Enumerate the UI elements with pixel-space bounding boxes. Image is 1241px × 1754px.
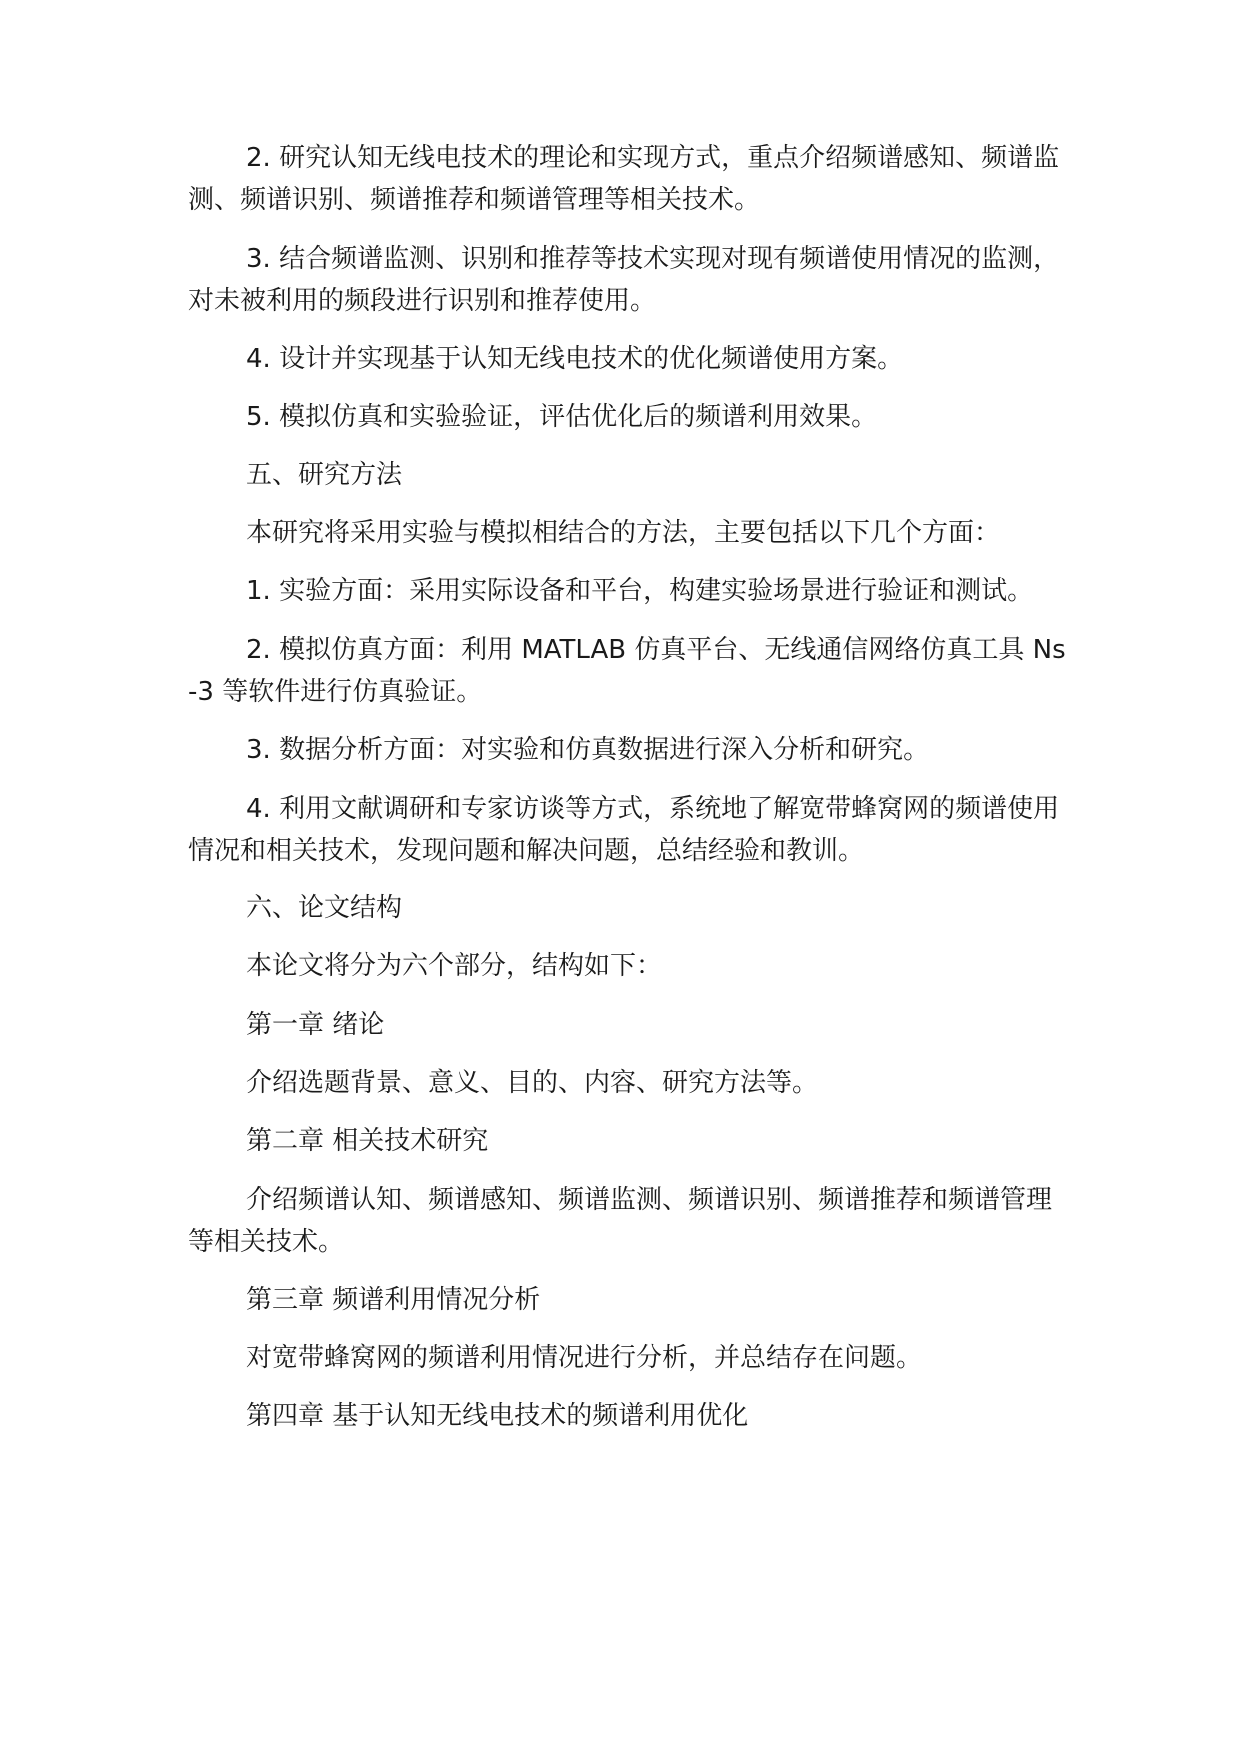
paragraph-method-3-analysis: 3. 数据分析方面：对实验和仿真数据进行深入分析和研究。 [246, 735, 930, 765]
paragraph-method-4-literature: 4. 利用文献调研和专家访谈等方式，系统地了解宽带蜂窝网的频谱使用情况和相关技术，发现问题和解决问题，总结经验和教训。 [188, 794, 1060, 866]
chapter-heading-2: 第二章 相关技术研究 [246, 1126, 489, 1156]
section-heading-research-methods: 五、研究方法 [246, 460, 403, 490]
section-heading-thesis-structure: 六、论文结构 [246, 893, 403, 923]
paragraph-item-5-simulation: 5. 模拟仿真和实验验证，评估优化后的频谱利用效果。 [246, 402, 878, 432]
paragraph-item-4-design: 4. 设计并实现基于认知无线电技术的优化频谱使用方案。 [246, 344, 904, 374]
paragraph-method-1-experiment: 1. 实验方面：采用实际设备和平台，构建实验场景进行验证和测试。 [246, 576, 1034, 606]
chapter-1-description: 介绍选题背景、意义、目的、内容、研究方法等。 [246, 1068, 819, 1098]
paragraph-structure-intro: 本论文将分为六个部分，结构如下： [246, 951, 663, 981]
paragraph-method-2-simulation: 2. 模拟仿真方面：利用 MATLAB 仿真平台、无线通信网络仿真工具 Ns-3 等软件进行仿真验证。 [188, 635, 1066, 707]
chapter-2-description: 介绍频谱认知、频谱感知、频谱监测、频谱识别、频谱推荐和频谱管理等相关技术。 [188, 1185, 1053, 1257]
paragraph-item-2-research: 2. 研究认知无线电技术的理论和实现方式，重点介绍频谱感知、频谱监测、频谱识别、频谱推荐和频谱管理等相关技术。 [188, 143, 1060, 215]
chapter-heading-3: 第三章 频谱利用情况分析 [246, 1285, 541, 1315]
chapter-heading-1: 第一章 绪论 [246, 1010, 385, 1040]
chapter-3-description: 对宽带蜂窝网的频谱利用情况进行分析，并总结存在问题。 [246, 1343, 923, 1373]
paragraph-methods-intro: 本研究将采用实验与模拟相结合的方法，主要包括以下几个方面： [246, 518, 1001, 548]
paragraph-item-3-monitoring: 3. 结合频谱监测、识别和推荐等技术实现对现有频谱使用情况的监测，对未被利用的频段进行识别和推荐使用。 [188, 244, 1060, 316]
chapter-heading-4: 第四章 基于认知无线电技术的频谱利用优化 [246, 1401, 749, 1431]
